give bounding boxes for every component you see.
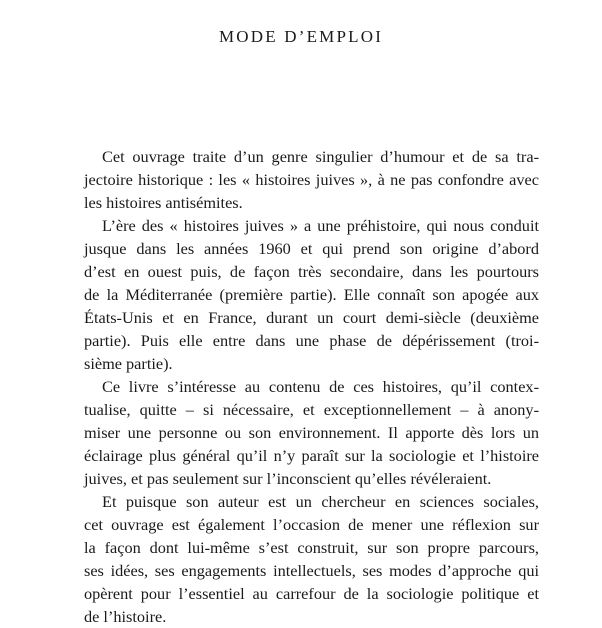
text-line: d’est en ouest puis, de façon très secondaire, dans les pourtours bbox=[84, 262, 539, 281]
text-line: la façon dont lui-même s’est construit, sur son propre parcours, bbox=[84, 538, 539, 557]
paragraph-4 bbox=[84, 490, 539, 628]
text-line: Et puisque son auteur est un chercheur en sciences sociales, bbox=[102, 492, 539, 511]
paragraph-1 bbox=[84, 145, 539, 214]
text-line: L’ère des « histoires juives » a une préhistoire, qui nous conduit bbox=[102, 216, 539, 235]
text-line: juives, et pas seulement sur l’inconscient qu’elles révéleraient. bbox=[84, 469, 492, 488]
text-line: cet ouvrage est également l’occasion de mener une réflexion sur bbox=[84, 515, 539, 534]
text-line: Ce livre s’intéresse au contenu de ces histoires, qu’il contex- bbox=[102, 377, 539, 396]
body-text bbox=[84, 145, 539, 628]
text-line: États-Unis et en France, durant un court demi-siècle (deuxième bbox=[84, 308, 539, 327]
text-line: tualise, quitte – si nécessaire, et exceptionnellement – à anony- bbox=[84, 400, 539, 419]
text-line: Cet ouvrage traite d’un genre singulier d’humour et de sa tra- bbox=[102, 147, 539, 166]
paragraph-3 bbox=[84, 375, 539, 490]
text-line: jusque dans les années 1960 et qui prend son origine d’abord bbox=[84, 239, 539, 258]
text-line: sième partie). bbox=[84, 354, 173, 373]
text-line: miser une personne ou son environnement. Il apporte dès lors un bbox=[84, 423, 539, 442]
text-line: de la Méditerranée (première partie). Elle connaît son apogée aux bbox=[84, 285, 539, 304]
text-line: de l’histoire. bbox=[84, 607, 167, 626]
page-title: MODE D’EMPLOI bbox=[218, 27, 384, 46]
paragraph-2 bbox=[84, 214, 539, 375]
text-line: opèrent pour l’essentiel au carrefour de la sociologie politique et bbox=[84, 584, 539, 603]
text-line: les histoires antisémites. bbox=[84, 193, 243, 212]
text-line: ses idées, ses engagements intellectuels, ses modes d’approche qui bbox=[84, 561, 539, 580]
text-line: jectoire historique : les « histoires juives », à ne pas confondre avec bbox=[84, 170, 539, 189]
text-line: éclairage plus général qu’il n’y paraît sur la sociologie et l’histoire bbox=[84, 446, 539, 465]
text-line: partie). Puis elle entre dans une phase de dépérissement (troi- bbox=[84, 331, 539, 350]
